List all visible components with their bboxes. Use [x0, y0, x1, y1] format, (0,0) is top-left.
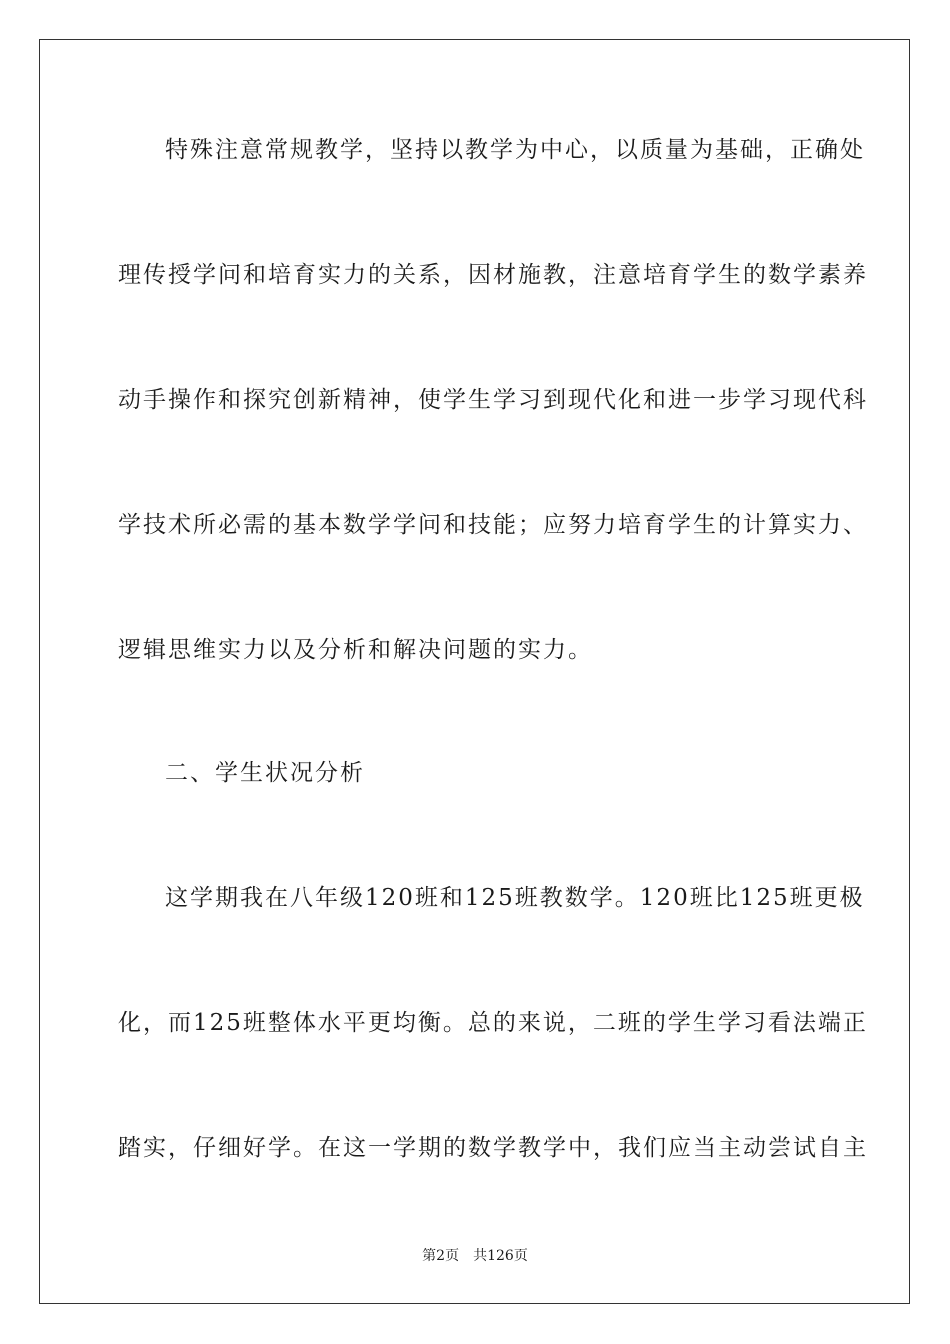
paragraph-line-1: 特殊注意常规教学，坚持以教学为中心，以质量为基础，正确处 [165, 137, 865, 163]
paragraph-line-3: 动手操作和探究创新精神，使学生学习到现代化和进一步学习现代科 [118, 387, 868, 413]
paragraph-line-8: 踏实，仔细好学。在这一学期的数学教学中，我们应当主动尝试自主 [118, 1135, 868, 1161]
page-number: 第2页 [422, 1248, 460, 1264]
total-pages: 共126页 [473, 1248, 528, 1264]
paragraph-line-7: 化，而125班整体水平更均衡。总的来说，二班的学生学习看法端正 [118, 1010, 868, 1036]
paragraph-line-4: 学技术所必需的基本数学学问和技能；应努力培育学生的计算实力、 [118, 512, 868, 538]
page-border [39, 39, 910, 1304]
paragraph-line-6: 这学期我在八年级120班和125班教数学。120班比125班更极 [165, 885, 865, 911]
paragraph-line-2: 理传授学问和培育实力的关系，因材施教，注意培育学生的数学素养 [118, 262, 868, 288]
page-footer [0, 1247, 950, 1265]
section-heading: 二、学生状况分析 [165, 760, 365, 786]
paragraph-line-5: 逻辑思维实力以及分析和解决问题的实力。 [118, 637, 593, 663]
